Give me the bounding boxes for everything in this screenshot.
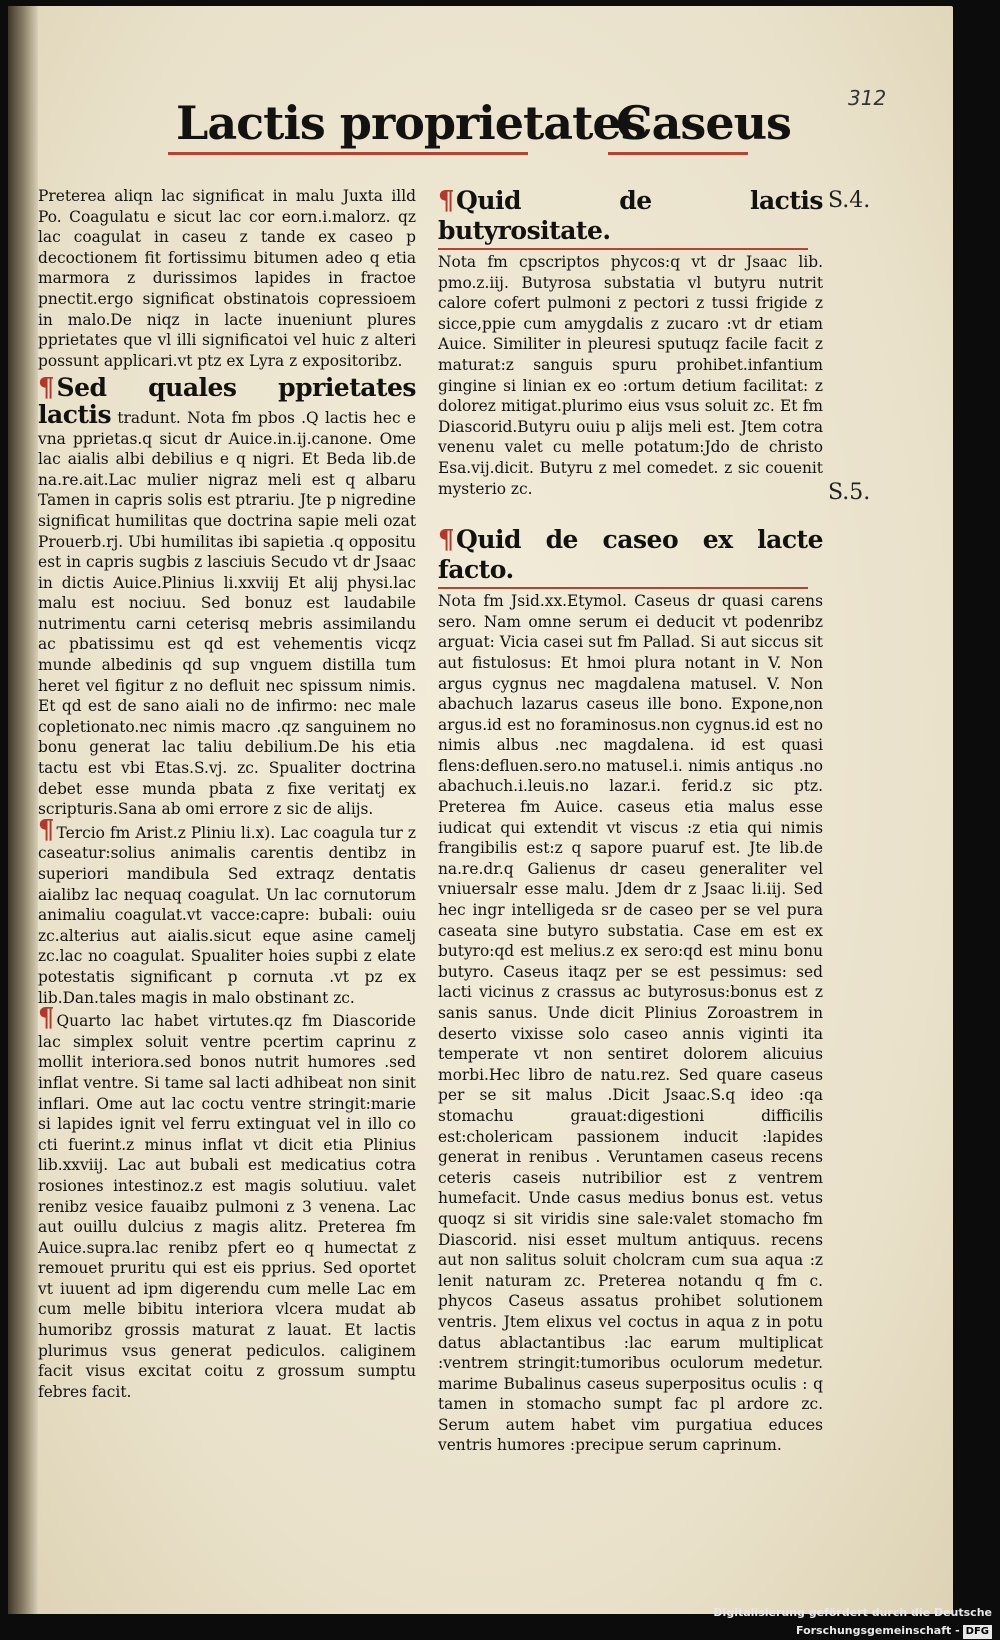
left-paragraph-4 [38, 1003, 416, 1402]
pilcrow-icon: ¶ [438, 186, 455, 216]
dfg-logo: DFG [963, 1625, 992, 1639]
pilcrow-icon: ¶ [38, 373, 55, 404]
left-paragraph-4-text: Quarto lac habet virtutes.qz fm Diascoride lac simplex soluit ventre pcertim caprinu z mollit interiora.sed bonos nutrit humores .sed inflat ventre. Si tame sal lacti adhibeat non sinit inflari. Ome aut lac coctu ventre stringit:marie si lapides ignit vel ferru extinguat vel in illo co cti fuerint.z minus inflat vt dicit etia Plinius lib.xxviij. Lac aut bubali est medicatius cotra rosiones intestinoz.z est magis solutiuu. valet renibz vesice fauaibz pulmoni z 3 venena. Lac aut ouillu dulcius z magis alitz. Preterea fm Auice.supra.lac renibz pfert eo q humectat z remouet pruritu qui est eis pprius. Sed oportet vt iuuent ad ipm digerendu cum melle Lac em cum melle bibitu interiora vlcera mudat ab humoribz grossis maturat z lauat. Et lactis plurimus vsus generat pediculos. caliginem facit visus excitat coitu z grossum sumptu febres facit. [38, 1012, 416, 1401]
left-paragraph-1: Preterea aliqn lac significat in malu Juxta illd Po. Coagulatu e sicut lac cor eorn.i.malorz. qz lac coagulat in caseu z tande ex caseo p decoctionem fit fortissimu bitumen adeo q etia marmora z durissimos lapides in fractoe pnectit.ergo significat obstinatois copressioem in malo.De niqz in lacte inueniunt plures pprietates que vl illi significatoi vel huic z alteri possunt applicari.vt ptz ex Lyra z expositoribz. [38, 187, 416, 370]
book-page [8, 6, 953, 1614]
running-head-left-rule [168, 152, 528, 155]
right-section-heading-1-text: Quid de lactis butyrositate. [438, 186, 823, 245]
footer-text: Digitalisierung gefördert durch die Deutsche Forschungsgemeinschaft - [713, 1606, 992, 1637]
pilcrow-icon: ¶ [38, 814, 55, 845]
right-paragraph-2: Nota fm Jsid.xx.Etymol. Caseus dr quasi carens sero. Nam omne serum ei deducit vt podenribz arguat: Vicia casei sut fm Pallad. Si aut siccus sit aut fistulosus: Et hmoi plura notant in V. Non argus cygnus nec magdalena matusel. V. Non abachuch lazarus caseus ille bono. Expone,non argus.id est no foraminosus.non cygnus.id est no nimis albus .nec magdalena. id est quasi flens:defluen.sero.no matusel.i. nimis antiqus .no abachuch.i.leuis.no lazar.i. ferid.z sic ptz. Preterea fm Auice. caseus etia malus esse iudicat qui extendit vt viscus :z etia qui nimis frangibilis est:z q sapore puaruf est. Jte lib.de na.re.dr.q Galienus dr caseu generaliter vel vniuersalr esse malu. Jdem dr z Jsaac li.iij. Sed hec ingr intelligeda sr de caseo per se vel pura caseata sine butyro substatia. Case em est ex butyro:qd est melius.z ex sero:qd est minu bonu butyro. Caseus itaqz per se est pessimus: sed lacti vicinus z crassus ac butyrosus:bonus est z sanis sanus. Unde dicit Plinius Zoroastrem in deserto vixisse solo caseo annis viginti ita temperate vt non sentiret dolorem alicuius morbi.Hec libro de natu.rez. Sed quare caseus per se sit malus .Dicit Jsaac.S.q ideo :qa stomachu grauat:digestioni difficilis est:cholericam passionem inducit :lapides generat in renibus . Veruntamen caseus recens ceteris caseis nutribilior est z ventrem humefacit. Unde casus medius bonus est. vetus quoqz si sit viridis sine sale:valet stomacho fm Diascorid. nisi esset multum antiquus. recens aut non salitus soluit cholcram cum sua aqua :z lenit naturam zc. Preterea notandu q fm c. phycos Caseus assatus prohibet solutionem ventris. Jtem elixus vel coctus in aqua z in potu datus ablactantibus :lac earum multiplicat :ventrem stringit:tumoribus oculorum medetur. marime Bubalinus caseus superpositus oculis : q tamen in stomacho sumpt fac pl ardore zc. Serum autem habet vim purgatiua educes ventris humores :precipue serum caprinum. [438, 592, 823, 1455]
rubric-rule [438, 248, 808, 250]
running-head-right-rule [608, 152, 748, 155]
running-head-right: Caseus [616, 96, 791, 150]
left-paragraph-2-text: tradunt. Nota fm pbos .Q lactis hec e vna pprietas.q sicut dr Auice.in.ij.canone. Ome lac aialis albi debilius e q nigri. Et Beda lib.de na.re.ait.Lac mulier nigraz meli est q albaru Tamen in capris solis est ptrariu. Jte p nigredine significat humilitas que doctrina sapie meli ozat Prouerb.rj. Ubi humilitas ibi sapietia .q oppositu est in capris sugbis z lasciuis Secudo vt dr Jsaac in dictis Auice.Plinius li.xxviij Et alij physi.lac malu est nociuu. Sed bonuz est laudabile nutrimentu carni ceterisq mebris assimilandu ac pbatissimu est qd est vehementis vicqz munde albedinis qd sup vnguem distilla tum heret vel figitur z no defluit nec spissum nimis. Et qd est de sano aiali no de infirmo: nec male copletionato.nec nimis macro .qz sanguinem no bonu generat lac taliu debilium.De his etia tactu est vbi Etas.S.vj. zc. Spualiter doctrina debet esse munda pbata z fixe veritatj ex scripturis.Sana ab omi errore z sic de alijs. [38, 408, 416, 819]
section-number-4: S.4. [828, 188, 871, 213]
left-paragraph-2 [38, 375, 416, 819]
left-paragraph-3-text: Tercio fm Arist.z Pliniu li.x). Lac coagula tur z caseatur:solius animalis carentis dentibz in superiori mandibula Sed extraqz dentatis aialibz lac nequaq coagulat. Un lac cornutorum animaliu coagulat.vt vacce:capre: bubali: ouiu zc.alterius aut aialis.sicut eque asine camelj zc.lac no coagulat. Spualiter hoies supbi z elate potestatis significant p cornuta .vt pz ex lib.Dan.tales magis in malo obstinant zc. [38, 823, 416, 1007]
right-section-heading-2-text: Quid de caseo ex lacte facto. [438, 525, 823, 585]
folio-number: 312 [848, 86, 887, 110]
right-column [438, 186, 823, 1456]
left-paragraph-3 [38, 814, 416, 1008]
rubric-rule [438, 587, 808, 589]
digitization-footer [560, 1604, 992, 1637]
pilcrow-icon: ¶ [438, 525, 455, 556]
right-section-heading-2 [438, 525, 823, 585]
page-binding-shadow [8, 6, 38, 1614]
left-section-heading: Sed quales pprietates lactis [38, 373, 416, 429]
right-paragraph-1: Nota fm cpscriptos phycos:q vt dr Jsaac lib. pmo.z.iij. Butyrosa substatia vl butyru nutrit calore cofert pulmoni z pectori z tussi frigide z sicce,ppie cum amygdalis z zucaro :vt dr etiam Auice. Similiter in pleuresi sputuqz facile facit z maturat:z sanguis spuru prohibet.infantium gingine si linian ex eo :ortum detium facilitat: z dolorez mitigat.plurimo eius vsus soluit zc. Et fm Diascorid.Butyru ouiu p alijs meli est. Jtem cotra venenu valet cu melle potatum:Jdo de christo Esa.vij.dicit. Butyru z mel comedet. z sic couenit mysterio zc. [438, 253, 823, 498]
section-number-5: S.5. [828, 480, 871, 505]
pilcrow-icon: ¶ [38, 1003, 55, 1034]
running-head-left: Lactis proprietates [176, 96, 646, 150]
left-column [38, 186, 416, 1402]
right-section-heading-1 [438, 186, 823, 246]
section-gap [438, 499, 823, 525]
